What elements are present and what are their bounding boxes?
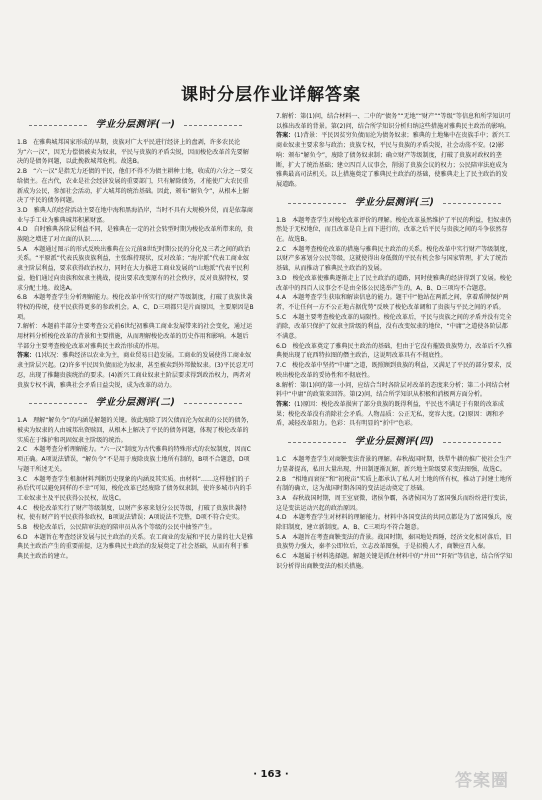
answer-paragraph (276, 533, 513, 552)
answer-text: 1.B 在雅典城邦国家形成的早期，贵族对广大平民进行经济上的盘剥，许多农民沦为“六一汉”，因无力偿债被卖为奴隶，平民与贵族的矛盾尖锐，因而梭伦改革首先要解决的是债务问题，以此挽救城邦危机。故选B。 (17, 139, 249, 166)
answer-paragraph (17, 225, 254, 244)
answer-paragraph (276, 400, 513, 429)
answer-label: 答案： (17, 352, 36, 360)
answer-text: 7.解析：第(1)问，结合材料一、二中的“债务”“无地”“财产”“等级”等信息和所学知识可以推出改革的背景。第(2)问，结合所学知识分析归纳这些措施对雅典民主政治的影响。 (276, 113, 511, 130)
answer-paragraph (276, 216, 513, 245)
answer-text: 3.C 本题考查学生根据材料判断历史现象的内涵及其实质。由材料“……这样他们的子孙后代可以避免同样的不幸”可知，梭伦改革已经废除了债务奴隶制，使许多城市内的手工业奴隶主及平民获得公民权，故选C。 (17, 475, 252, 502)
answer-paragraph (276, 494, 513, 513)
answer-paragraph (276, 513, 513, 532)
answer-text: 2.B “六一汉”是指无力还债的平民，他们不得不为债主耕种土地，收成的六分之一要交给债主。在古代，农业是社会经济发展的重要部门，只有解除债务，才能使广大农民重新成为公民，参加社会活动，扩大城邦的统治基础。因此，颁布“解负令”，从根本上解决了平民的债务问题。 (17, 168, 253, 205)
answer-paragraph (17, 245, 254, 294)
answer-text: 8.解析：第(1)问的第一小问，应结合当时各阶层对改革的态度来分析；第二小问结合材料中“中庸”的政策来回答。第(2)问，结合所学知识从积极和消极两方面分析。 (276, 381, 510, 399)
answer-paragraph (276, 131, 513, 189)
answer-paragraph (17, 504, 254, 523)
answer-paragraph (276, 342, 513, 361)
answer-text: 3.D 梭伦改革使雅典逐渐走上了民主政治的道路，同时使雅典的经济得到了发展。梭伦改革中的四百人议事会不是由全体公民选举产生的，A、B、D三项均不合题意。 (276, 274, 512, 292)
answer-paragraph (17, 523, 254, 533)
section-heading (17, 396, 254, 410)
answer-paragraph (276, 475, 513, 494)
section-heading (276, 435, 513, 449)
answer-text: 5.C 本题主要考查梭伦改革的局限性。梭伦改革后，平民与贵族之间的矛盾并没有完全消除，改革只保护了奴隶主阶级的利益，没有改变奴隶的地位，“中庸”之道使各阶层都不满意。 (276, 313, 512, 341)
answer-label: 答案： (276, 132, 295, 140)
answer-text: 4.D 本题考查学生对材料的理解能力。材料中各国变法的共同点都是为了富国强兵，废除旧制度，建立新制度。A、B、C三项均不符合题意。 (276, 514, 512, 532)
left-column (17, 112, 254, 562)
answer-text: 4.A 本题考查学生获取和解读信息的能力。题干中“他站在两派之间，拿着盾牌保护两者，不让任何一方不公正地占据优势”反映了梭伦改革调和了贵族与平民之间的矛盾。 (276, 294, 509, 311)
answer-text: 1.B 本题考查学生对梭伦改革评价的理解。梭伦改革虽然维护了平民的利益，但奴隶仍然处于无权地位，而且改革是自上而下进行的，改革之后平民与贵族之间的斗争依然存在。故选B。 (276, 216, 512, 244)
answer-paragraph (17, 533, 254, 562)
section-heading (17, 118, 254, 132)
answer-paragraph (17, 138, 254, 167)
answer-label: 答案： (276, 400, 295, 408)
answer-paragraph (276, 112, 513, 131)
answer-paragraph (17, 206, 254, 225)
right-column (276, 112, 513, 572)
answer-text: 5.B 梭伦改革后，公民陪审法庭的陪审员从各个等级的公民中抽签产生。 (17, 524, 216, 532)
answer-text: 2.B “相地而衰征”和“初税亩”实质上都承认了私人对土地的所有权，推动了封建土地所有制的确立，这为战国时期各国的变法运动奠定了基础。 (276, 475, 512, 493)
page-number: · 163 · (253, 769, 289, 780)
answer-paragraph (276, 381, 513, 400)
answer-paragraph (276, 274, 513, 293)
answer-text: (1)状况：雅典经济以农业为主，商业贸易日趋发展。工商业的发展使得工商业奴隶主阶层兴起。(2)许多平民因负债而沦为奴隶，甚至被卖到外邦做奴隶。(3)平民忍无可忍，出现了推翻贵族统治的要求。(4)新兴工商业奴隶主阶层要求得到政治权力，两者对贵族专权不满，雅典社会矛盾日益尖锐，成为改革的动力。 (17, 352, 254, 389)
answer-text: 4.C 梭伦改革实行了财产等级制度，以财产多寡来划分公民等级，打破了贵族世袭特权，使有财产的平民获得参政权，B项说法错误；A项说法不完整，D项不符合史实。 (17, 504, 247, 522)
answer-text: 5.A 本题旨在考查商鞅变法的背景。战国时期，秦国地处西陲，经济文化相对落后，旧贵族势力强大，秦孝公即位后，立志改革图强，于是招揽人才，商鞅应召入秦。 (276, 533, 512, 551)
page-title: 课时分层作业详解答案 (181, 85, 361, 105)
answer-text: 3.D 雅典人的经营活动主要在地中海和黑海沿岸，当时不具有大规模外贸，而是依靠商业与手工业为雅典城邦积累财富。 (17, 206, 253, 224)
section-heading-text: 学业分层测评(三) (354, 196, 435, 208)
answer-paragraph (17, 322, 254, 351)
answer-text: 7.C 梭伦改革中坚持“中庸”之道，既照顾到贵族的利益，又满足了平民的部分要求，反映出梭伦改革的妥协性和不彻底性。 (276, 362, 512, 379)
answer-text: 4.D 自时雅典各阶层利益不同，是雅典在一定的社会转型时期为梭伦改革所带来的，贵族随之增进了对立面的认识…… (17, 226, 253, 244)
answer-text: 5.A 本题通过图示的形式反映出雅典在公元前8世纪时期公民的分化及三者之间的政治关系。“平原派”代表氏族贵族利益，主张维持现状，反对改革；“海岸派”代表工商业奴隶主阶层利益，要求获得政治权力，同时在大力推进工商业发展的“山地派”代表平民利益，他们通过向贵族和奴隶主挑战，提出要求改变原有的社会秩序，反对贵族特权，要求分配土地。故选A。 (17, 245, 251, 292)
section-heading-text: 学业分层测评(四) (354, 436, 435, 448)
answer-text: 2.C 本题考查梭伦改革的措施与雅典民主政治的关系。梭伦改革中实行财产等级制度，以财产多寡划分公民等级，这就使得出身低微的平民有机会参与国家管理，扩大了统治基础，从而推动了雅典民主政治的发展。 (276, 245, 512, 273)
answer-paragraph (17, 167, 254, 206)
answer-text: 2.C 本题考查分析理解能力。“六一汉”制度为古代雅典的特殊形式的农奴制度，因而C项正确。A项说法错误，“解负令”不是用于废除贵族土地所有制的，B项不合题意，D项与题干所述无关。 (17, 446, 251, 473)
answer-paragraph (17, 416, 254, 445)
answer-text: 7.解析：本题前半部分主要考查公元前6世纪初雅典工商业发展带来的社会变化，通过运用材料分析梭伦改革的背景和主要措施，从而理解梭伦改革的历史作用和影响。本题后半部分主要考查梭伦改革对雅典民主政治形成的作用。 (17, 323, 253, 350)
section-heading (276, 196, 513, 210)
section-heading-text: 学业分层测评(二) (95, 397, 176, 409)
answer-paragraph (17, 293, 254, 322)
answer-paragraph (276, 455, 513, 474)
answer-paragraph (17, 475, 254, 504)
answer-text: 6.D 本题旨在考查经济发展与民主政治的关系。农工商业的发展和平民力量的壮大是雅典民主政治产生的重要前提，这为雅典民主政治的发展奠定了社会基础，从而有利于雅典民主政治的建立。 (17, 533, 253, 561)
answer-paragraph (17, 351, 254, 390)
answer-text: 1.C 本题考查学生对商鞅变法背景的理解。春秋战国时期，铁犁牛耕的推广使社会生产力显著提高，私田大量出现，井田制逐渐瓦解，新兴地主阶级要求变法图强，故选C。 (276, 456, 512, 473)
answer-paragraph (276, 245, 513, 274)
answer-paragraph (17, 445, 254, 474)
answer-text: 6.B 本题考查学生分析理解能力。梭伦改革中所实行的财产等级制度，打破了贵族世袭特权的传统，使平民获得更多的参政机会。A、C、D三项都只是片面原因，主要原因是B项。 (17, 294, 254, 321)
answer-text: (1)背景：平民因贫穷负债而沦为债务奴隶；雅典的土地集中在贵族手中；新兴工商业奴隶主要求参与政治；贵族专权，平民与贵族的矛盾尖锐，社会动荡不安。(2)影响：颁布“解负令”，废除了债务奴隶制；确立财产等级制度，打破了贵族对政权的垄断，扩大了统治基础；建立四百人议事会，削弱了贵族会议的权力；公民陪审法庭成为雅典最高司法机关。以上措施奠定了雅典民主政治的基础，使雅典走上了民主政治的发展道路。 (276, 132, 511, 188)
section-heading-text: 学业分层测评(一) (95, 119, 176, 130)
answer-paragraph (276, 361, 513, 380)
answer-text: 3.A 春秋战国时期，周王室衰微，诸侯争霸，各诸侯国为了富国强兵而纷纷进行变法，这是变法运动兴起的政治原因。 (276, 494, 512, 512)
answer-text: 1.A 理解“解负令”的内涵是解题的关键。彼此废除了因欠债而沦为奴隶的公民的债务，被卖为奴隶的人由城邦出资赎回，从根本上解决了平民的债务问题，体现了梭伦改革的实质在于维护和巩固奴隶主阶级的统治。 (17, 417, 253, 444)
answer-text: (1)原因：梭伦改革损害了部分贵族的既得利益，平民也不满足于有限的改革成果；梭伦改革没有消除社会矛盾。人物品质：公正无私，宽容大度。(2)原因：调和矛盾，减轻改革阻力。色彩：具有明显的“折中”色彩。 (276, 400, 505, 428)
answer-paragraph (276, 293, 513, 312)
answer-paragraph (276, 552, 513, 571)
watermark-logo: 答案圈 (455, 771, 509, 791)
answer-text: 6.C 本题属于材料选择题。解题关键是抓住材料中的“井田”“阡陌”等信息，结合所学知识分析得出商鞅变法的相关措施。 (276, 553, 512, 570)
answer-text: 6.D 梭伦改革奠定了雅典民主政治的基础，但由于它没有摧毁贵族势力，改革后不久雅典便出现了庇西特拉图的僭主政治，这说明改革具有不彻底性。 (276, 342, 512, 360)
answer-paragraph (276, 313, 513, 342)
